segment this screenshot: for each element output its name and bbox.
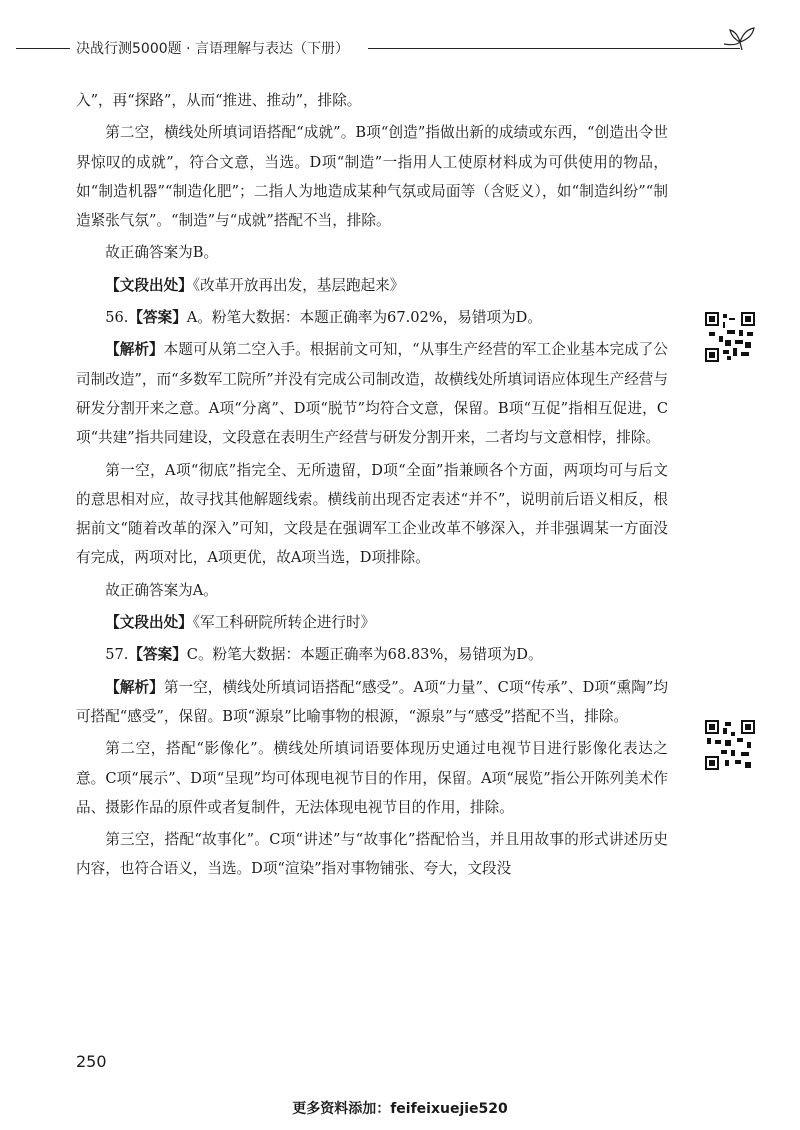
section-label: 【答案】 (128, 646, 187, 664)
question-number: 57. (105, 646, 129, 664)
question-number: 56. (105, 309, 129, 327)
section-label: 【文段出处】 (105, 614, 193, 632)
paragraph (76, 86, 668, 115)
header-rule-left (16, 48, 70, 49)
section-label: 【解析】 (105, 678, 164, 696)
paragraph-text: 第二空，搭配“影像化”。横线处所填词语要体现历史通过电视节目进行影像化表达之意。C项“展示”、D项“呈现”均可体现电视节目的作用，保留。A项“展览”指公开陈列美术作品、摄影作品的原件或者复制件，无法体现电视节目的作用，排除。 (76, 740, 668, 816)
paragraph-text: 第一空，A项“彻底”指完全、无所遗留，D项“全面”指兼顾各个方面，两项均可与后文的意思相对应，故寻找其他解题线索。横线前出现否定表述“并不”，说明前后语义相反，根据前文“随着改革的深入”可知，文段是在强调军工企业改革不够深入，并非强调某一方面没有完成，两项对比，A项更优，故A项当选，D项排除。 (76, 461, 668, 567)
paragraph-text: 入”，再“探路”，从而“推进、推动”，排除。 (76, 92, 362, 109)
paragraph (76, 271, 668, 300)
footer-note: 更多资料添加：feifeixuejie520 (292, 1101, 508, 1117)
paragraph-text: 《改革开放再出发，基层跑起来》 (192, 276, 405, 294)
paragraph-text: C。粉笔大数据：本题正确率为68.83%，易错项为D。 (186, 646, 543, 664)
section-label: 【解析】 (105, 341, 164, 359)
paragraph (76, 456, 668, 573)
paragraph-text: 第三空，搭配“故事化”。C项“讲述”与“故事化”搭配恰当，并且用故事的形式讲述历史内容，也符合语义，当选。D项“渲染”指对事物铺张、夸大，文段没 (76, 831, 668, 878)
paragraph-text: 故正确答案为B。 (105, 244, 219, 262)
paragraph-text: A。粉笔大数据：本题正确率为67.02%，易错项为D。 (186, 309, 542, 327)
paragraph (76, 825, 668, 884)
paragraph (76, 734, 668, 822)
paragraph (76, 608, 668, 637)
qr-code-56 (705, 312, 755, 362)
header-rule-right (368, 48, 740, 49)
paragraph-text: 本题可从第二空入手。根据前文可知，“从事生产经营的军工企业基本完成了公司制改造”，而“多数军工院所”并没有完成公司制改造，故横线处所填词语应体现生产经营与研发分割开来之意。A项“分离”、D项“脱节”均符合文意，保留。B项“互促”指相互促进，C项“共建”指共同建设，文段意在表明生产经营与研发分割开来，二者均与文意相悖，排除。 (76, 341, 668, 447)
paragraph-text: 《军工科研院所转企进行时》 (192, 614, 376, 632)
paragraph (76, 640, 668, 669)
running-header (16, 36, 756, 62)
paragraph-text: 第一空，横线处所填词语搭配“感受”。A项“力量”、C项“传承”、D项“熏陶”均可搭配“感受”，保留。B项“源泉”比喻事物的根源，“源泉”与“感受”搭配不当，排除。 (76, 678, 668, 725)
answer-explanations (76, 86, 668, 887)
sprout-icon (722, 22, 758, 52)
paragraph (76, 118, 668, 235)
paragraph (76, 576, 668, 605)
header-title: 决战行测5000题 · 言语理解与表达（下册） (76, 41, 349, 57)
qr-code-57 (705, 720, 755, 770)
section-label: 【文段出处】 (105, 276, 193, 294)
paragraph (76, 303, 668, 332)
paragraph (76, 673, 668, 732)
paragraph (76, 335, 668, 452)
section-label: 【答案】 (128, 309, 187, 327)
paragraph-text: 第二空，横线处所填词语搭配“成就”。B项“创造”指做出新的成绩或东西，“创造出令世界惊叹的成就”，符合文意，当选。D项“制造”一指用人工使原材料成为可供使用的物品，如“制造机器”“制造化肥”；二指人为地造成某种气氛或局面等（含贬义），如“制造纠纷”“制造紧张气氛”。“制造”与“成就”搭配不当，排除。 (76, 124, 668, 230)
page-number: 250 (76, 1052, 107, 1071)
paragraph (76, 238, 668, 267)
paragraph-text: 故正确答案为A。 (105, 581, 218, 599)
